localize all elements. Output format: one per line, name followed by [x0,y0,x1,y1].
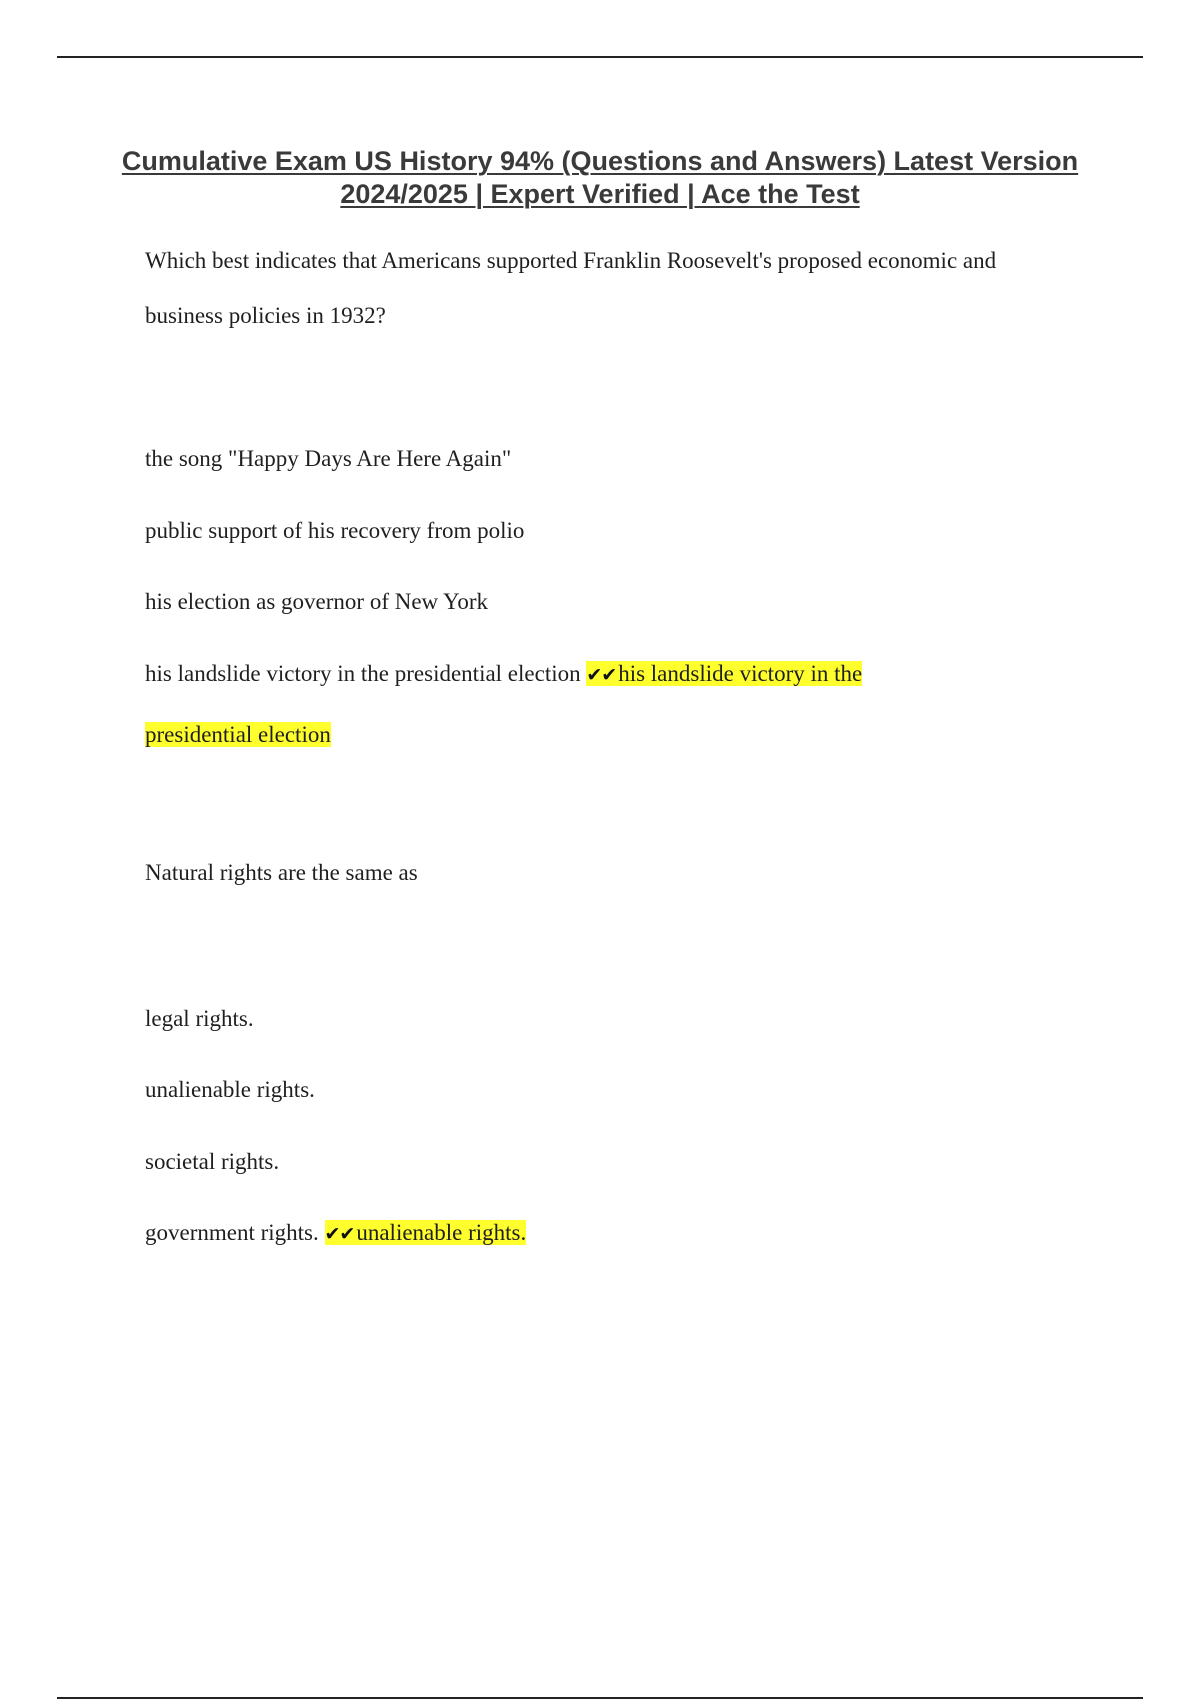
check-mark-icon: ✔✔ [324,1223,355,1245]
question-2-prompt: Natural rights are the same as [145,860,418,885]
question-2-option-4-line [145,1219,526,1248]
question-2-answer-highlight [325,1220,527,1245]
question-2-option-1: legal rights. [145,1006,254,1031]
question-1-option-1: the song "Happy Days Are Here Again" [145,446,512,471]
question-2-option-2: unalienable rights. [145,1077,315,1102]
question-1-answer-line-2-row [145,721,331,749]
question-1-answer-line-2: presidential election [145,722,331,747]
question-2-option-4: government rights. [145,1220,319,1245]
question-1-option-4-line [145,660,862,689]
question-2-option-3: societal rights. [145,1149,280,1174]
question-1-option-2: public support of his recovery from polio [145,518,525,543]
bottom-rule [57,1697,1143,1699]
question-1-answer-line-1: his landslide victory in the [618,661,863,686]
question-1-option-4: his landslide victory in the presidential election [145,661,581,686]
check-mark-icon: ✔✔ [586,664,617,686]
top-rule [57,56,1143,58]
question-1-option-3: his election as governor of New York [145,589,489,614]
question-1-prompt-line-1: Which best indicates that Americans supported Franklin Roosevelt's proposed economic and [145,248,997,273]
document-title: Cumulative Exam US History 94% (Questions and Answers) Latest Version 2024/2025 | Expert Verified | Ace the Test [121,146,1079,209]
question-1-answer-highlight [586,661,862,686]
question-2-answer: unalienable rights. [356,1220,527,1245]
question-1-prompt-line-2: business policies in 1932? [145,303,386,328]
